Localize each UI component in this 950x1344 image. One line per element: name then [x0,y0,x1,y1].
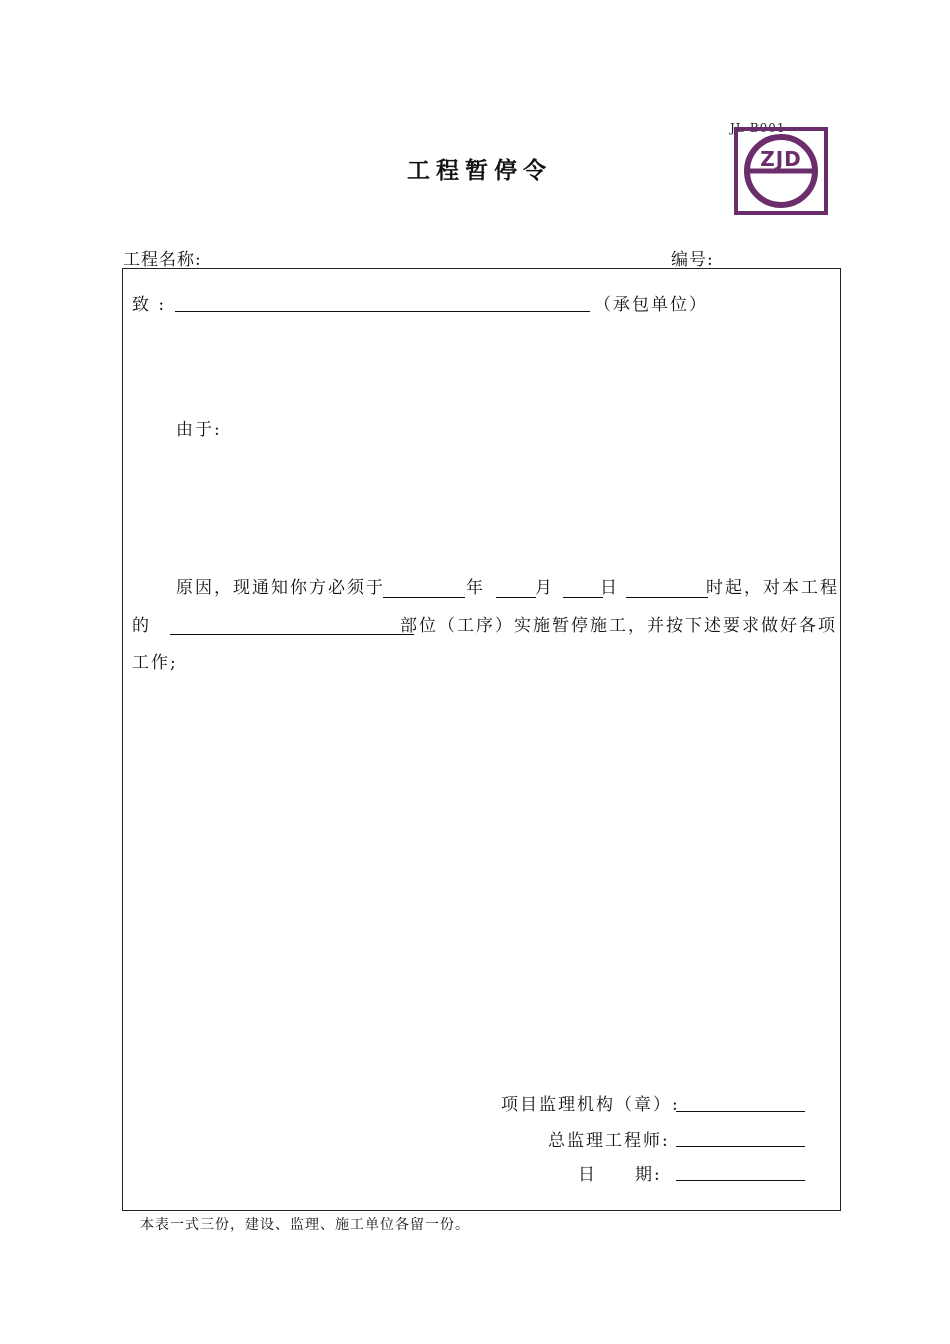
date-field[interactable] [676,1180,805,1181]
month-label: 月 [535,578,554,598]
year-label: 年 [466,578,485,598]
form-frame [122,268,841,1211]
footer-note: 本表一式三份，建设、监理、施工单位各留一份。 [140,1217,470,1233]
of-label: 的 [132,616,151,636]
svg-text:ZJD: ZJD [760,147,802,171]
company-logo [734,127,830,215]
reason-notice-text: 原因，现通知你方必须于 [176,578,385,598]
document-code: JL-B001 [730,121,786,135]
date-label: 日 期: [578,1165,662,1185]
supervision-org-label: 项目监理机构（章）: [501,1095,680,1115]
year-field[interactable] [383,597,465,598]
to-label: 致 : [132,295,167,315]
time-from-text: 时起，对本工程 [706,578,839,598]
number-label: 编号: [671,250,714,270]
supervision-org-field[interactable] [676,1111,805,1112]
hour-field[interactable] [626,597,708,598]
project-name-label: 工程名称: [123,250,202,270]
part-field[interactable] [170,634,414,635]
part-process-text: 部位（工序）实施暂停施工，并按下述要求做好各项 [400,616,837,636]
month-field[interactable] [496,597,536,598]
page-title: 工程暂停令 [407,157,552,184]
due-to-label: 由于: [176,420,222,440]
contractor-name-field[interactable] [175,311,590,312]
day-field[interactable] [563,597,603,598]
chief-engineer-field[interactable] [676,1146,805,1147]
work-text: 工作; [132,653,178,673]
chief-engineer-label: 总监理工程师: [548,1131,670,1151]
day-label: 日 [600,578,619,598]
contractor-unit-hint: （承包单位） [594,295,708,315]
